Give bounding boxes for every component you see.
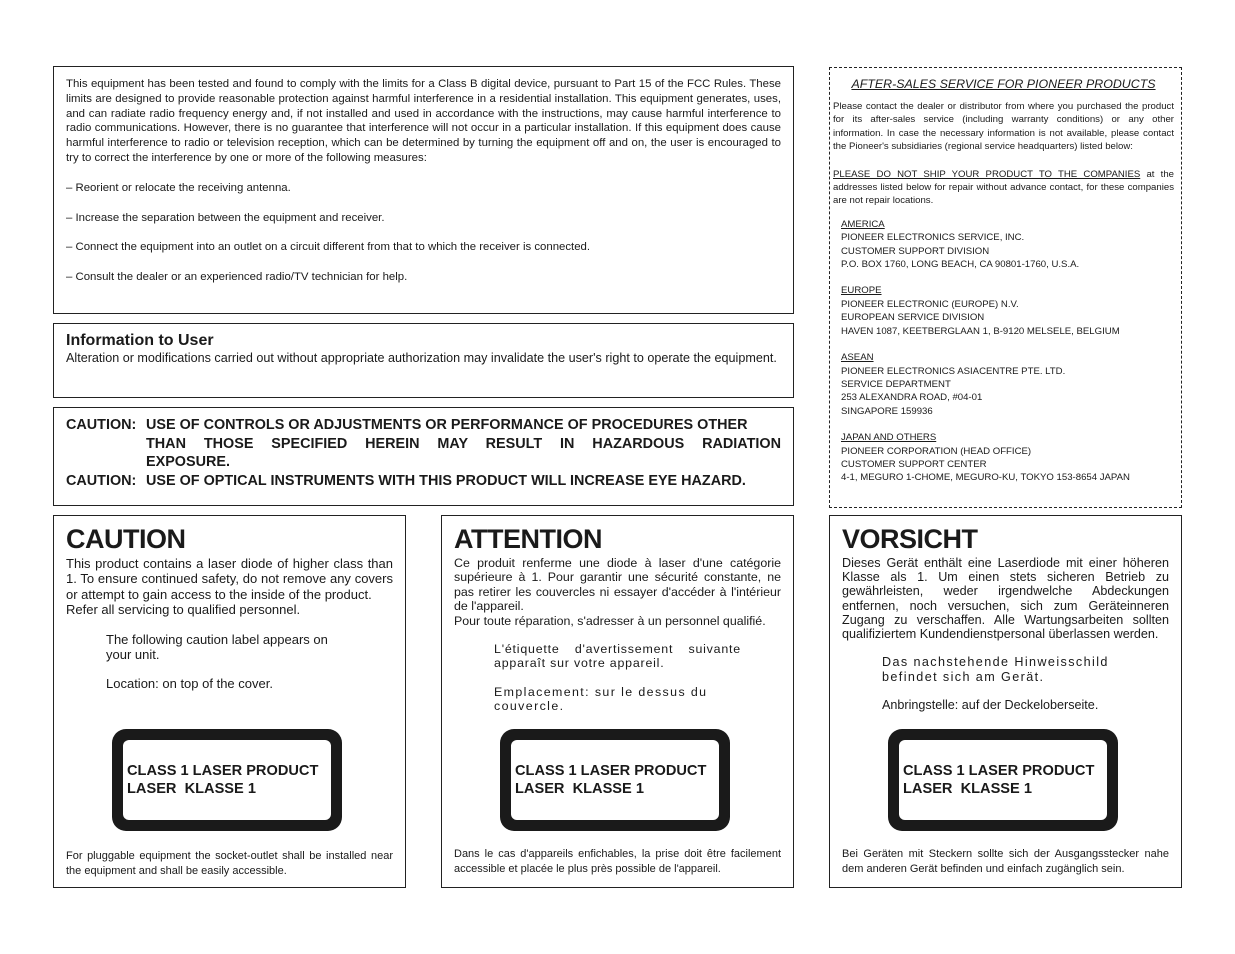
region-japan [833, 431, 1174, 485]
region-line: PIONEER ELECTRONIC (EUROPE) N.V. [841, 298, 1019, 310]
caution-label-2: CAUTION: [66, 472, 137, 489]
label-line-2: LASER KLASSE 1 [127, 781, 256, 797]
caution-line-4: USE OF OPTICAL INSTRUMENTS WITH THIS PRODUCT WILL INCREASE EYE HAZARD. [146, 472, 746, 489]
region-line: PIONEER ELECTRONICS ASIACENTRE PTE. LTD. [841, 365, 1066, 377]
region-line: 4-1, MEGURO 1-CHOME, MEGURO-KU, TOKYO 153-8654 JAPAN [841, 472, 1130, 484]
panel-footer: Dans le cas d'appareils enfichables, la prise doit être facilement accessible et placée le plus près possible de l'appareil. [454, 848, 781, 875]
panel-body-2: Pour toute réparation, s'adresser à un personnel qualifié. [454, 613, 766, 628]
region-name: JAPAN AND OTHERS [841, 432, 937, 444]
region-name: AMERICA [841, 218, 885, 230]
label-line-1: CLASS 1 LASER PRODUCT [127, 763, 319, 779]
caution-label-1: CAUTION: [66, 417, 137, 433]
panel-heading: ATTENTION [454, 524, 602, 554]
info-to-user-box [53, 323, 794, 398]
label-line-1: CLASS 1 LASER PRODUCT [515, 763, 707, 779]
fcc-measure-1: – Reorient or relocate the receiving antenna. [66, 181, 291, 194]
panel-label-note: Das nachstehende Hinweisschild befindet sich am Gerät. [882, 655, 1109, 684]
laser-label-graphic [888, 729, 1118, 831]
laser-caution-panel-en [53, 515, 406, 888]
region-line: CUSTOMER SUPPORT DIVISION [841, 245, 990, 257]
after-sales-warning-underlined: PLEASE DO NOT SHIP YOUR PRODUCT TO THE COMPANIES [833, 168, 1141, 180]
after-sales-warning-rest: at the addresses listed below for repair without advance contact, for these companies are not repair locations. [833, 168, 1174, 207]
panel-footer: Bei Geräten mit Steckern sollte sich der Ausgangsstecker nahe dem anderen Gerät befinden und einfach zugänglich sein. [842, 848, 1169, 875]
panel-body: Dieses Gerät enthält eine Laserdiode mit einer höheren Klasse als 1. Um einen stets sicheren Betrieb zu gewährleisten, weder irgendwelche Abdeckungen entfernen, noch versuchen, sich zum Geräteinneren Zugang zu verschaffen. Alle Wartungsarbeiten sollten qualifiziertem Kundendienstpersonal überlassen werden. [842, 556, 1169, 642]
region-line: PIONEER ELECTRONICS SERVICE, INC. [841, 232, 1025, 244]
region-name: ASEAN [841, 352, 874, 364]
region-name: EUROPE [841, 285, 882, 297]
region-line: CUSTOMER SUPPORT CENTER [841, 458, 987, 470]
region-line: SINGAPORE 159936 [841, 405, 933, 417]
laser-label-graphic [112, 729, 342, 831]
region-europe [833, 284, 1174, 338]
after-sales-warning [833, 168, 1174, 208]
laser-label-graphic [500, 729, 730, 831]
panel-body: Ce produit renferme une diode à laser d'une catégorie supérieure à 1. Pour garantir une sécurité constante, ne pas retirer les couvercles ni essayer d'accéder à l'intérieur de l'appareil. [454, 556, 781, 614]
caution-line-1: USE OF CONTROLS OR ADJUSTMENTS OR PERFORMANCE OF PROCEDURES OTHER [146, 417, 748, 433]
region-america [833, 218, 1174, 272]
after-sales-box [829, 67, 1182, 508]
panel-body: This product contains a laser diode of higher class than 1. To ensure continued safety, do not remove any covers or attempt to gain access to the inside of the product. [66, 556, 393, 602]
panel-label-note: L'étiquette d'avertissement suivante apparaît sur votre appareil. [494, 642, 741, 671]
fcc-statement-box [53, 66, 794, 314]
fcc-measure-3: – Connect the equipment into an outlet on a circuit different from that to which the receiver is connected. [66, 241, 591, 254]
caution-line-2: THAN THOSE SPECIFIED HEREIN MAY RESULT IN HAZARDOUS RADIATION [146, 435, 781, 452]
fcc-intro-text: This equipment has been tested and found to comply with the limits for a Class B digital device, pursuant to Part 15 of the FCC Rules. These limits are designed to provide reasonable protection against harmful interference in a residential installation. This equipment generates, uses, and can radiate radio frequency energy and, if not installed and used in accordance with the instructions, may cause harmful interference to radio communications. However, there is no guarantee that interference will not occur in a particular installation. If this equipment does cause harmful interference to radio or television reception, which can be determined by turning the equipment off and on, the user is encouraged to try to correct the interference by one or more of the following measures: [66, 78, 781, 164]
region-line: SERVICE DEPARTMENT [841, 378, 951, 390]
panel-heading: VORSICHT [842, 524, 978, 554]
after-sales-intro: Please contact the dealer or distributor from where you purchased the product for its after-sales service (including warranty conditions) or any other information. In case the necessary information is not available, please contact the Pioneer's subsidiaries (regional service headquarters) listed below: [833, 101, 1174, 153]
region-line: HAVEN 1087, KEETBERGLAAN 1, B-9120 MELSELE, BELGIUM [841, 325, 1120, 337]
caution-line-3: EXPOSURE. [146, 454, 230, 471]
region-line: PIONEER CORPORATION (HEAD OFFICE) [841, 445, 1032, 457]
radiation-caution-box [53, 407, 794, 506]
fcc-measure-4: – Consult the dealer or an experienced radio/TV technician for help. [66, 271, 408, 284]
panel-footer: For pluggable equipment the socket-outlet shall be installed near the equipment and shall be easily accessible. [66, 850, 393, 877]
laser-caution-panel-de [829, 515, 1182, 888]
label-line-2: LASER KLASSE 1 [903, 781, 1032, 797]
region-line: 253 ALEXANDRA ROAD, #04-01 [841, 392, 983, 404]
panel-location: Emplacement: sur le dessus du couvercle. [494, 684, 708, 714]
label-line-1: CLASS 1 LASER PRODUCT [903, 763, 1095, 779]
label-line-2: LASER KLASSE 1 [515, 781, 644, 797]
panel-location: Anbringstelle: auf der Deckeloberseite. [882, 698, 1099, 713]
after-sales-title: AFTER-SALES SERVICE FOR PIONEER PRODUCTS [851, 77, 1156, 91]
panel-label-note: The following caution label appears on your unit. [106, 631, 328, 663]
region-line: P.O. BOX 1760, LONG BEACH, CA 90801-1760, U.S.A. [841, 259, 1080, 271]
region-line: EUROPEAN SERVICE DIVISION [841, 312, 985, 324]
panel-body-2: Refer all servicing to qualified personnel. [66, 602, 301, 618]
laser-caution-panel-fr [441, 515, 794, 888]
panel-heading: CAUTION [66, 524, 186, 554]
info-to-user-text: Alteration or modifications carried out without appropriate authorization may invalidate the user's right to operate the equipment. [66, 351, 777, 365]
region-asean [833, 351, 1174, 418]
info-to-user-heading: Information to User [66, 332, 214, 349]
panel-location: Location: on top of the cover. [106, 676, 273, 692]
fcc-measure-2: – Increase the separation between the equipment and receiver. [66, 211, 385, 224]
